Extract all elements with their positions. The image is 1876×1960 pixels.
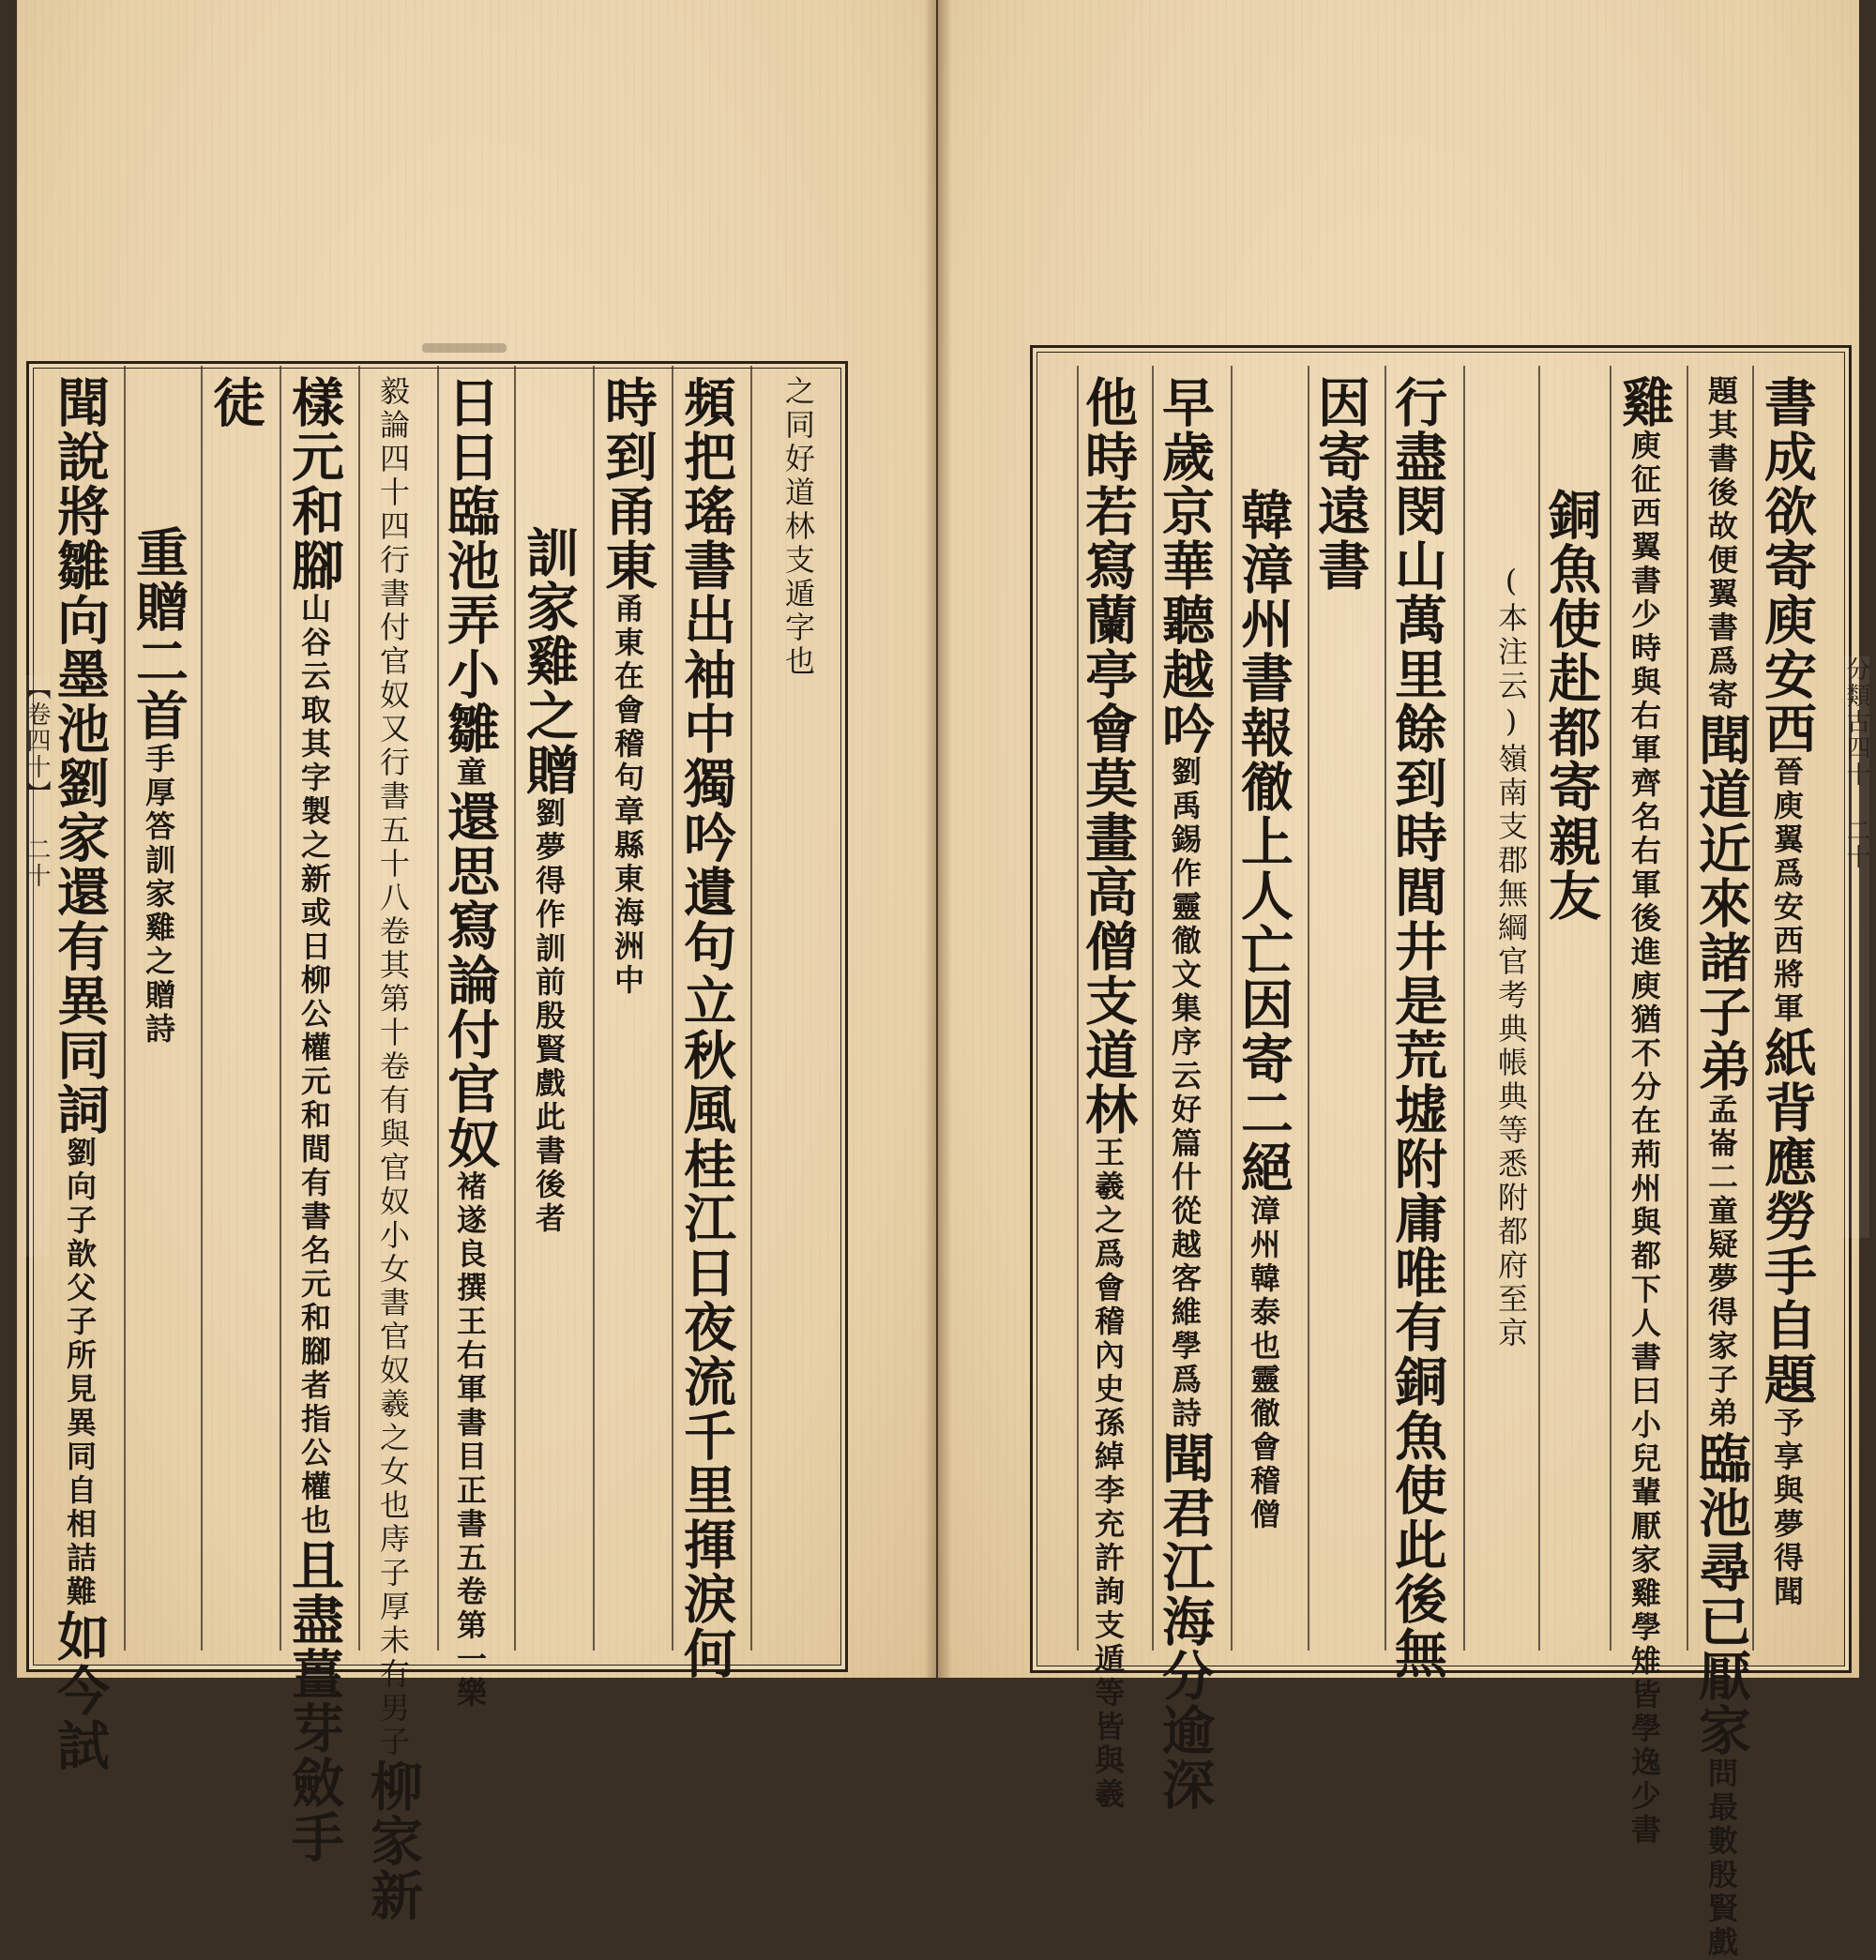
column-rule xyxy=(124,366,126,1651)
column-rule xyxy=(1752,366,1754,1651)
book-gutter xyxy=(924,0,952,1678)
text-column: 樣元和腳山谷云取其字製之新或日柳公權元和間有書名元和腳者指公權也且盡薑芽斂手 xyxy=(283,375,345,1864)
column-rule xyxy=(514,366,516,1651)
column-rule xyxy=(1610,366,1611,1651)
column-rule xyxy=(672,366,673,1651)
column-rule xyxy=(593,366,595,1651)
column-rule xyxy=(1687,366,1688,1651)
text-column: 訓家雞之贈劉夢得作訓前殷賢戲此書後者 xyxy=(518,525,580,1236)
text-column: 之同好道林支遁字也 xyxy=(780,375,816,679)
text-column: 雞庾征西翼書少時與右軍齊名右軍後進庾猶不分在荊州與都下人書曰小兒輩厭家雞學雉皆學逸少書 xyxy=(1613,375,1675,1847)
left-edge-label: 【卷四十】 二十 xyxy=(23,675,50,1257)
text-column: (本注云)嶺南支郡無綱官考典帳典等悉附都府至京 xyxy=(1493,563,1529,1350)
text-column: 因寄遠書 xyxy=(1309,375,1371,593)
text-column: 毅論四十四行書付官奴又行書五十八卷其第十卷有與官奴小女書官奴羲之女也庤子厚未有男子柳家新 xyxy=(362,375,424,1922)
column-rule xyxy=(750,366,752,1651)
right-edge-label: 分類古四十 二十 xyxy=(1843,656,1869,1238)
text-column: 徒 xyxy=(204,375,266,430)
text-column: 韓漳州書報徹上人亡因寄二絕漳州韓泰也靈徹會稽僧 xyxy=(1233,488,1294,1532)
text-column: 銅魚使赴都寄親友 xyxy=(1540,488,1602,923)
text-column: 早歲京華聽越吟劉禹錫作靈徹文集序云好篇什從越客維學爲詩聞君江海分逾深 xyxy=(1154,375,1216,1812)
text-column: 他時若寫蘭亭會莫畫高僧支道林王羲之爲會稽內史孫綽李充許詢支遁等皆與羲 xyxy=(1077,375,1139,1812)
ink-smudge xyxy=(422,343,507,353)
column-rule xyxy=(1463,366,1465,1651)
text-column: 頻把瑤書出袖中獨吟遺句立秋風桂江日夜流千里揮淚何 xyxy=(675,375,737,1681)
column-rule xyxy=(201,366,203,1651)
column-rule xyxy=(280,366,281,1651)
text-column: 日日臨池弄小雛童還思寫論付官奴褚遂良撰王右軍書目正書五卷第一樂 xyxy=(439,375,501,1711)
text-column: 時到甬東甬東在會稽句章縣東海洲中 xyxy=(597,375,658,998)
text-column: 聞說將雛向墨池劉家還有異同詞劉向子歆父子所見異同自相詰難如今試 xyxy=(49,375,111,1772)
text-column: 題其書後故便翼書爲寄聞道近來諸子弟孟崙二童疑夢得家子弟臨池尋已厭家問最數殷賢戲 xyxy=(1690,375,1752,1960)
text-column: 行盡閔山萬里餘到時閭井是荒墟附庸唯有銅魚使此後無 xyxy=(1386,375,1448,1681)
column-rule xyxy=(358,366,360,1651)
text-column: 重贈二首手厚答訓家雞之贈詩 xyxy=(128,525,189,1047)
text-column: 書成欲寄庾安西晉庾翼爲安西將軍紙背應勞手自題予享與夢得聞 xyxy=(1756,375,1818,1609)
